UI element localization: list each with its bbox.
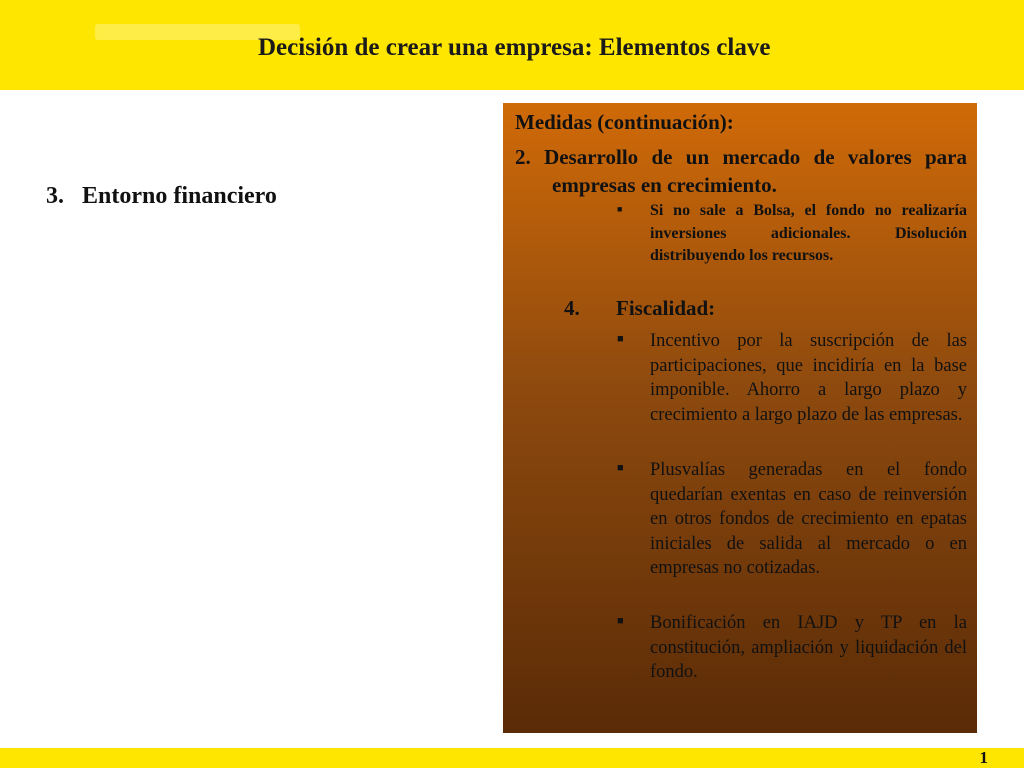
header-bar xyxy=(0,0,1024,90)
bullet-text-1: Si no sale a Bolsa, el fondo no realizaría inversiones adicionales. Disolución distribuyendo los recursos. xyxy=(650,202,967,264)
footer-bar xyxy=(0,748,1024,768)
bullet-item xyxy=(617,611,967,685)
item-4-number: 4. xyxy=(564,296,580,320)
slide-title: Decisión de crear una empresa: Elementos clave xyxy=(258,34,771,61)
item-4 xyxy=(564,296,715,321)
bullet-text-3: Plusvalías generadas en el fondo quedarían exentas en caso de reinversión en otros fondos de crecimiento en epatas iniciales de salida al mercado o en empresas no cotizadas. xyxy=(650,460,967,578)
section-heading xyxy=(46,183,277,210)
bullet-item xyxy=(617,329,967,427)
measures-panel xyxy=(503,103,977,733)
bullet-icon: ■ xyxy=(617,615,624,627)
bullet-text-2: Incentivo por la suscripción de las participaciones, que incidiría en la base imponible. Ahorro a largo plazo y crecimiento a largo plazo de las empresas. xyxy=(650,331,967,425)
bullet-text-4: Bonificación en IAJD y TP en la constitución, ampliación y liquidación del fondo. xyxy=(650,613,967,682)
bullet-icon: ■ xyxy=(617,333,624,345)
page-number: 1 xyxy=(979,748,988,767)
panel-heading: Medidas (continuación): xyxy=(515,110,734,134)
section-label: Entorno financiero xyxy=(82,183,277,209)
bullet-item xyxy=(617,200,967,268)
bullet-icon: ■ xyxy=(617,204,623,214)
bullet-icon: ■ xyxy=(617,462,624,474)
bullet-item xyxy=(617,458,967,581)
item-2-text: 2. Desarrollo de un mercado de valores para empresas en crecimiento. xyxy=(515,145,967,197)
section-number: 3. xyxy=(46,183,64,209)
item-2 xyxy=(515,143,967,199)
item-4-label: Fiscalidad: xyxy=(616,296,716,320)
